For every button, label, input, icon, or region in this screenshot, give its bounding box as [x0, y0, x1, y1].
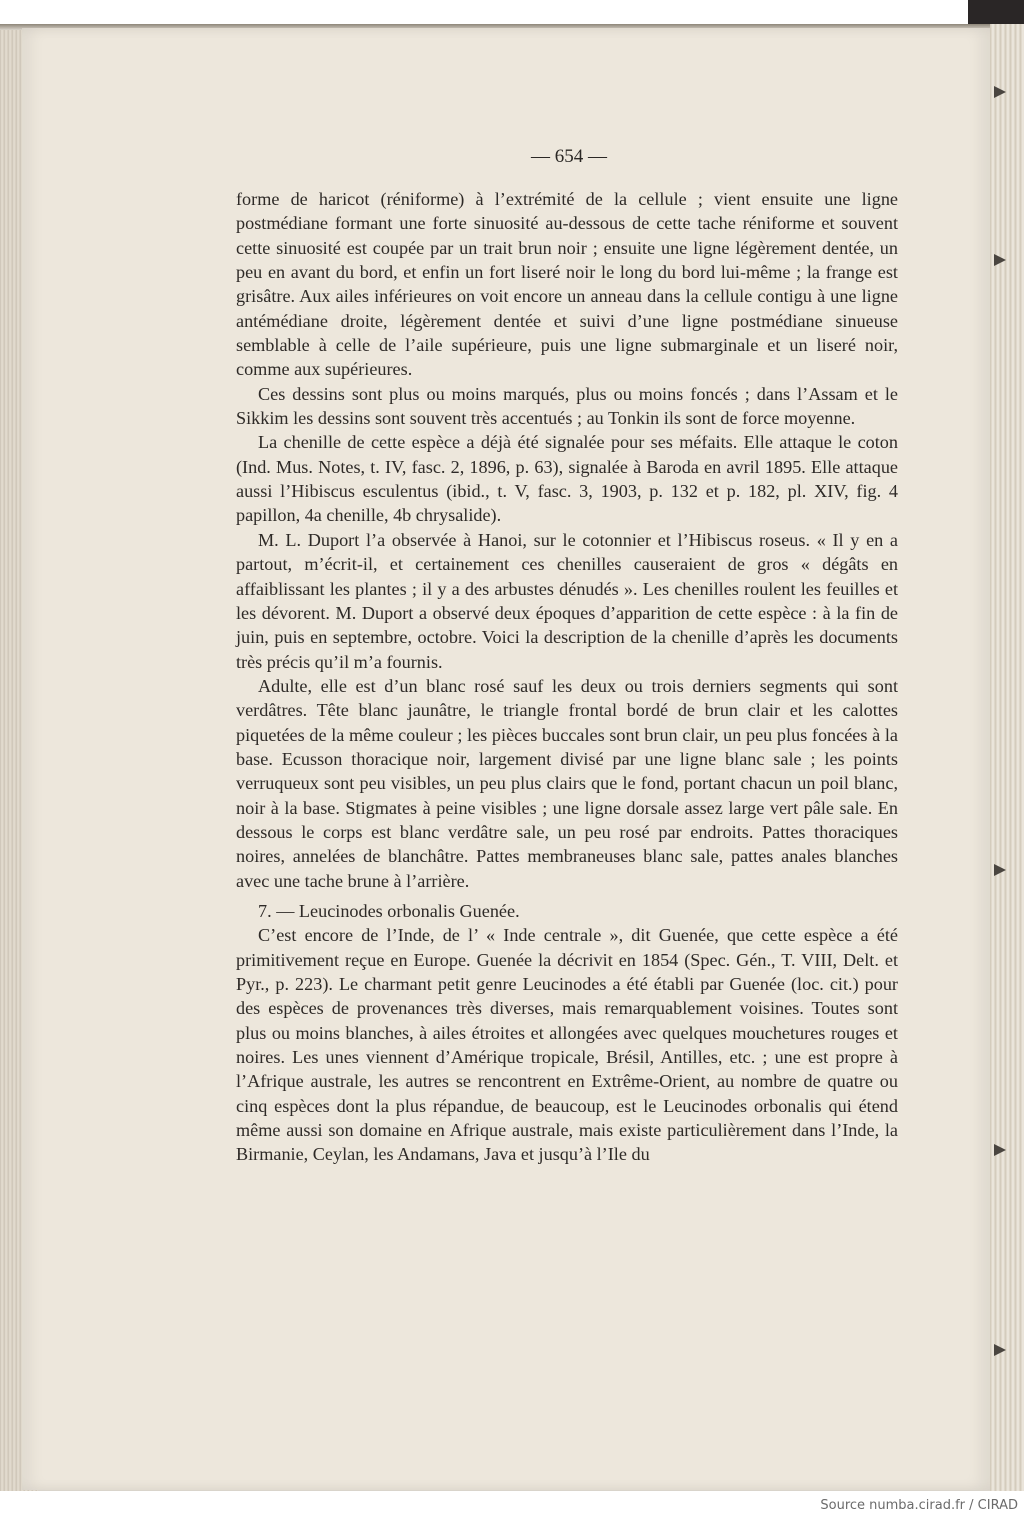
- page-tab-marker: [994, 1344, 1006, 1356]
- paragraph: C’est encore de l’Inde, de l’ « Inde centrale », dit Guenée, que cette espèce a été primitivement reçue en Europe. Guenée la décrivit en 1854 (Spec. Gén., T. VIII, Delt. et Pyr., p. 223). Le charmant petit genre Leucinodes a été établi par Guenée (loc. cit.) pour des espèces de provenances très diverses, mais remarquablement voisines. Toutes sont plus ou moins blanches, à ailes étroites et allongées avec quelques mouchetures rouges et noires. Les unes viennent d’Amérique tropicale, Brésil, Antilles, etc. ; une est propre à l’Afrique australe, les autres se rencontrent en Extrême-Orient, au nombre de quatre ou cinq espèces dont la plus répandue, de beaucoup, est le Leucinodes orbonalis qui étend même aussi son domaine en Afrique australe, mais existe particulièrement dans l’Inde, la Birmanie, Ceylan, les Andamans, Java et jusqu’à l’Ile du: [236, 925, 898, 1165]
- page-number: — 654 —: [531, 146, 607, 167]
- paragraph: Ces dessins sont plus ou moins marqués, plus ou moins foncés ; dans l’Assam et le Sikkim les dessins sont souvent très accentués ; au Tonkin ils sont de force moyenne.: [236, 383, 898, 429]
- section-heading: 7. — Leucinodes orbonalis Guenée.: [258, 900, 520, 921]
- page-tab-marker: [994, 1144, 1006, 1156]
- paragraph: M. L. Duport l’a observée à Hanoi, sur le cotonnier et l’Hibiscus roseus. « Il y en a partout, m’écrit-il, et certainement ces chenilles causeraient de gros « dégâts en affaiblissant les plantes ; il y a des arbustes dénudés ». Les chenilles roulent les feuilles et les dévorent. M. Duport a observé deux époques d’apparition de cette espèce : à la fin de juin, puis en septembre, octobre. Voici la description de la chenille d’après les documents très précis qu’il m’a fournis.: [236, 529, 898, 672]
- page-tab-marker: [994, 254, 1006, 266]
- body-text: [236, 187, 898, 1167]
- paragraph: La chenille de cette espèce a déjà été signalée pour ses méfaits. Elle attaque le coton (Ind. Mus. Notes, t. IV, fasc. 2, 1896, p. 63), signalée à Baroda en avril 1895. Elle attaque aussi l’Hibiscus esculentus (ibid., t. V, fasc. 3, 1903, p. 132 et p. 182, pl. XIV, fig. 4 papillon, 4a chenille, 4b chrysalide).: [236, 432, 898, 526]
- paragraph: Adulte, elle est d’un blanc rosé sauf les deux ou trois derniers segments qui sont verdâtres. Tête blanc jaunâtre, le triangle frontal bordé de brun clair et les calottes piquetées de la même couleur ; les pièces buccales sont brun clair, un peu plus foncées à la base. Ecusson thoracique noir, largement divisé par une ligne blanc sale ; les points verruqueux sont peu visibles, un peu plus clairs que le fond, portant chacun un poil blanc, noir à la base. Stigmates à peine visibles ; une ligne dorsale assez large vert pâle sale. En dessous le corps est blanc verdâtre sale, un peu rosé par endroits. Pattes thoraciques noires, annelées de blanchâtre. Pattes membraneuses blanc sale, pattes anales blanches avec une tache brune à l’arrière.: [236, 675, 898, 891]
- source-credit: Source numba.cirad.fr / CIRAD: [820, 1498, 1018, 1513]
- paragraph: forme de haricot (réniforme) à l’extrémité de la cellule ; vient ensuite une ligne postmédiane formant une forte sinuosité au-dessous de cette tache réniforme et souvent cette sinuosité est coupée par un trait brun noir ; ensuite une ligne légèrement dentée, un peu en avant du bord, et enfin un fort liseré noir le long du bord lui-même ; la frange est grisâtre. Aux ailes inférieures on voit encore un anneau dans la cellule contigu à une ligne antémédiane droite, légèrement dentée et suivi d’une ligne postmédiane sinueuse semblable à celle de l’aile supérieure, puis une ligne submarginale et un liseré noir, comme aux supérieures.: [236, 189, 898, 380]
- right-page-edges: [990, 24, 1024, 1491]
- page-tab-marker: [994, 864, 1006, 876]
- page-tab-marker: [994, 86, 1006, 98]
